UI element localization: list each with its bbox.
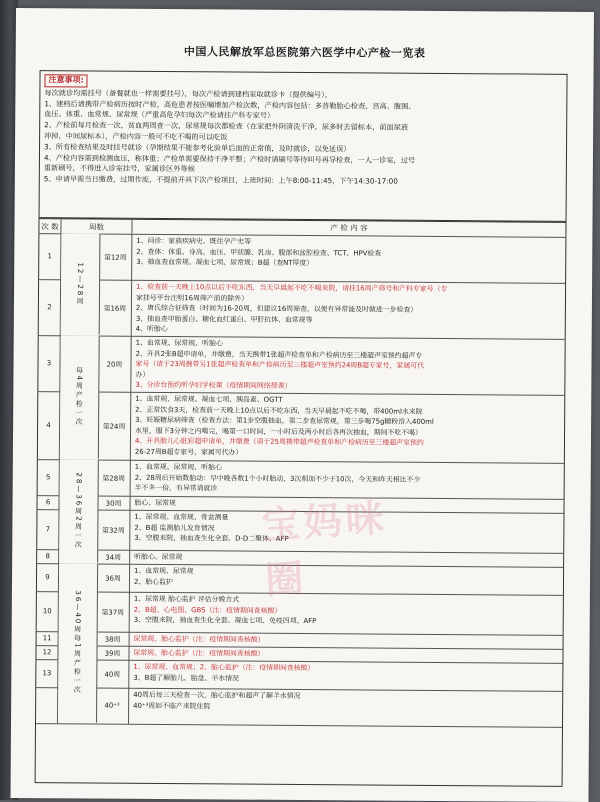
row-item-line: 1、尿常规 胎心监护 评估分娩方式 <box>133 594 240 604</box>
row-week: 第16周 <box>99 280 132 336</box>
row-item-line: 3、空腹来院，抽血查生化全套、凝血七项、免疫四项、AFP <box>133 615 317 626</box>
row-week: 39周 <box>96 646 129 660</box>
row-seq: 4 <box>38 391 60 459</box>
week-group-label: 12—28周 <box>61 233 101 334</box>
row-items <box>129 688 562 727</box>
row-items <box>132 280 565 339</box>
row-item-line: 3、空腹来院，抽血查生化全套、D-D二聚体、AFP <box>134 533 289 543</box>
notes-line: 4、产检内容需到检测血压，称体重；产检单需要保持干净平整；产检时请刷号等待叫号再导检查，一人一诊室，过号 <box>43 152 416 165</box>
notes-line: 2、产检前每月检查一次，贫血两周查一次，尿常规每次都检查（在家把外阴清洗干净，尿多时去留标本，前面尿液 <box>44 120 409 132</box>
notes-line: 血压、体重、血常规、尿常规（严重高危孕妇每次产检请挂产科专家号） <box>44 109 275 121</box>
row-item-line: 1、血常规、尿常规、凝血七项、胰岛素、OGTT <box>135 394 283 404</box>
week-group-label: 每4周产检一次 <box>60 335 100 458</box>
row-items <box>130 564 563 595</box>
row-seq: 6 <box>38 495 60 509</box>
row-item-line: 胎心、尿常规 <box>134 498 176 508</box>
row-items <box>129 660 562 691</box>
row-item-line: 2、开具2张B超申请单，并缴费，当天携带1张超声检查单和产检病历至三楼超声室预约超声专 <box>135 349 423 360</box>
row-item-line: 26-27周B超专家号，家属可代办） <box>134 447 243 457</box>
header-seq: 次 数 <box>39 219 61 233</box>
row-week: 第37周 <box>97 592 130 632</box>
watermark: 宝妈咪圈 <box>260 495 390 603</box>
row-items <box>131 336 564 395</box>
row-seq: 2 <box>39 279 61 335</box>
row-week: 40⁺³ <box>96 688 129 724</box>
paper-sheet <box>10 8 594 802</box>
row-item-line: 1、血常规、尿常规、听胎心 <box>135 338 223 348</box>
row-week: 第24周 <box>98 392 131 460</box>
row-item-line: 40⁺³周如不临产来院住院 <box>133 701 211 710</box>
table-row <box>38 335 564 396</box>
row-item-line: 1、血常规、尿常规 <box>134 566 194 576</box>
row-items <box>130 592 563 635</box>
row-seq: 10 <box>37 591 59 631</box>
row-seq <box>36 687 58 723</box>
row-item-line: 2、唐氏综合征筛查（时间为16-20周，但建议16周筛查，以便有异常能及时做进一步检查） <box>135 303 418 314</box>
row-seq: 12 <box>36 645 58 659</box>
row-item-line: 2、28周后开始数胎动：早中晚各数1个小时胎动，3次相加不少于10次，今天和昨天相比不少 <box>134 473 421 484</box>
row-item-line: 家号（请于23周携带另1张超声检查单和产检病历至三楼超声室预约24周B超专家号，家属可代 <box>135 359 425 370</box>
week-group-label: 36—40周每1周产检一次 <box>58 563 98 722</box>
row-item-line: 4、听胎心 <box>135 324 168 334</box>
row-item-line: 水里，服下3分钟之内喝完，喝第一口时间，一小时后及两小时后各再次抽血，期间不吃不喝） <box>135 426 422 437</box>
row-item-line: 2、B超 监测胎儿发育情况 <box>134 523 215 532</box>
row-week: 36周 <box>97 564 130 592</box>
row-item-line: 尿常规、胎心监护（注：疫情期间查核酸） <box>133 634 265 644</box>
row-item-line: 半不多一倍，有异常请就诊 <box>134 483 218 493</box>
row-seq: 9 <box>37 563 59 591</box>
row-item-line: 40周后每三天检查一次，胎心监护和超声了解羊水情况 <box>133 690 301 701</box>
row-seq: 1 <box>39 233 61 279</box>
table-row <box>38 391 564 464</box>
notes-line: 3、所有检查结果及时挂号就诊（孕期结果不能参考化验单后面的正常值，及时就诊，以免延误） <box>44 141 351 154</box>
row-week: 34周 <box>97 550 130 564</box>
row-item-line: 尿常规、胎心监护（注：疫情期间查核酸） <box>133 648 265 658</box>
row-item-line: 1、问诊：家族疾病史、既往孕产史等 <box>136 236 252 246</box>
row-items <box>132 234 565 283</box>
header-items: 产 检 内 容 <box>330 222 368 233</box>
row-item-line: 3、B超了解胎儿、胎盘、羊水情况 <box>133 673 239 683</box>
row-item-line: 2、B超、心电图、GBS（注：疫情期间查核酸） <box>133 605 282 615</box>
notes-line: 每次就诊均需挂号（备餐就也一样需要挂号），每次产检请到建档室取就诊卡（提供编号）， <box>44 87 332 100</box>
row-week: 第32周 <box>97 510 130 550</box>
row-seq: 3 <box>38 335 60 391</box>
row-item-line: 2、查体：体重、身高、血压、甲状腺、乳房、腹部和盆腔检查、TCT、HPV检查 <box>136 247 382 258</box>
header-week: 周数 <box>61 219 132 233</box>
checkup-table <box>35 218 567 787</box>
document-title: 中国人民解放军总医院第六医学中心产检一览表 <box>183 45 426 60</box>
row-item-line: 办） <box>135 370 150 379</box>
row-item-line: 3、抽血查甲胎蛋白、糖化血红蛋白、甲肝抗体、血常规等 <box>135 314 313 324</box>
row-week: 40周 <box>96 660 129 688</box>
notes-line: 重新刷号，不得进入诊室挂号，家属诊区外等候 <box>43 163 195 174</box>
row-items <box>130 510 563 553</box>
row-item-line: 1、尿常规、血常规；2、胎心监护（注：疫情期间查核酸） <box>133 662 315 673</box>
row-seq: 7 <box>37 509 59 549</box>
row-item-line: 2、胎心监护 <box>133 577 173 586</box>
row-week: 第12周 <box>99 234 132 280</box>
table-row <box>37 509 563 554</box>
row-item-line: 1、尿常规、血常规、骨盆测量 <box>134 512 229 522</box>
row-item-line: 3、妊娠糖尿病筛查（检查方法：第1步空腹抽血，第二步查尿常规，第三步喝75g糖粉溶入400ml <box>135 415 434 426</box>
row-item-line: 1、血常规、尿常规、听胎心 <box>134 462 222 472</box>
row-week: 20周 <box>98 336 131 392</box>
week-group-label: 28—36周2周一次 <box>59 459 99 562</box>
row-item-line: 3、抽血查血常规、凝血七项、尿常规；B超（查NT厚度） <box>136 257 314 268</box>
notes-heading: 注意事项: <box>44 74 87 87</box>
table-row <box>37 591 563 636</box>
row-seq: 8 <box>37 549 59 563</box>
row-item-line: 3、分诊台预约听孕妇学校课（疫情期间网络授课） <box>135 380 292 390</box>
table-row <box>38 459 564 500</box>
notes-line: 冲掉，中间尿标本），产检内容一般可不吃不喝的可以吃饭 <box>44 131 228 142</box>
table-row <box>39 279 565 340</box>
row-seq: 11 <box>37 631 59 645</box>
row-week: 第28周 <box>98 460 131 496</box>
row-item-line: 2、正常饮食3天，检查前一天晚上10点以后不吃东西，当天早晨起不吃不喝，带400ml水来院 <box>135 405 423 416</box>
notes-box <box>39 70 568 222</box>
row-week: 30周 <box>98 496 131 510</box>
row-seq: 5 <box>38 459 60 495</box>
table-row <box>39 233 565 284</box>
notes-line: 5、申请早需当日缴费，过期作废，不提前开具下次产检项目，上班时间：上午8:00-11:45，下午14:30-17:00 <box>43 174 398 186</box>
table-row <box>36 687 562 728</box>
row-item-line: 1、检查前一天晚上10点以后不吃东西，当天早晨起不吃不喝来院，请挂16周产筛号和产科专家号（专 <box>136 282 448 294</box>
row-items <box>131 392 564 463</box>
notes-line: 1、建档后请携带产检病历按时产检，高危患者按医嘱增加产检次数，产检内容包括：多普勒胎心检查、宫高、腹围、 <box>44 98 416 111</box>
row-item-line: 家挂号平台注明16周筛产前的除外） <box>135 293 249 303</box>
row-week: 38周 <box>97 632 130 646</box>
row-seq: 13 <box>36 659 58 687</box>
row-items <box>131 460 564 499</box>
row-item-line: 听胎心、尿常规 <box>134 552 183 562</box>
row-item-line: 4、开具胎儿心脏彩超申请单，并缴费（请于25周携带超声检查单和产检病历至三楼超声室预约 <box>134 436 424 447</box>
